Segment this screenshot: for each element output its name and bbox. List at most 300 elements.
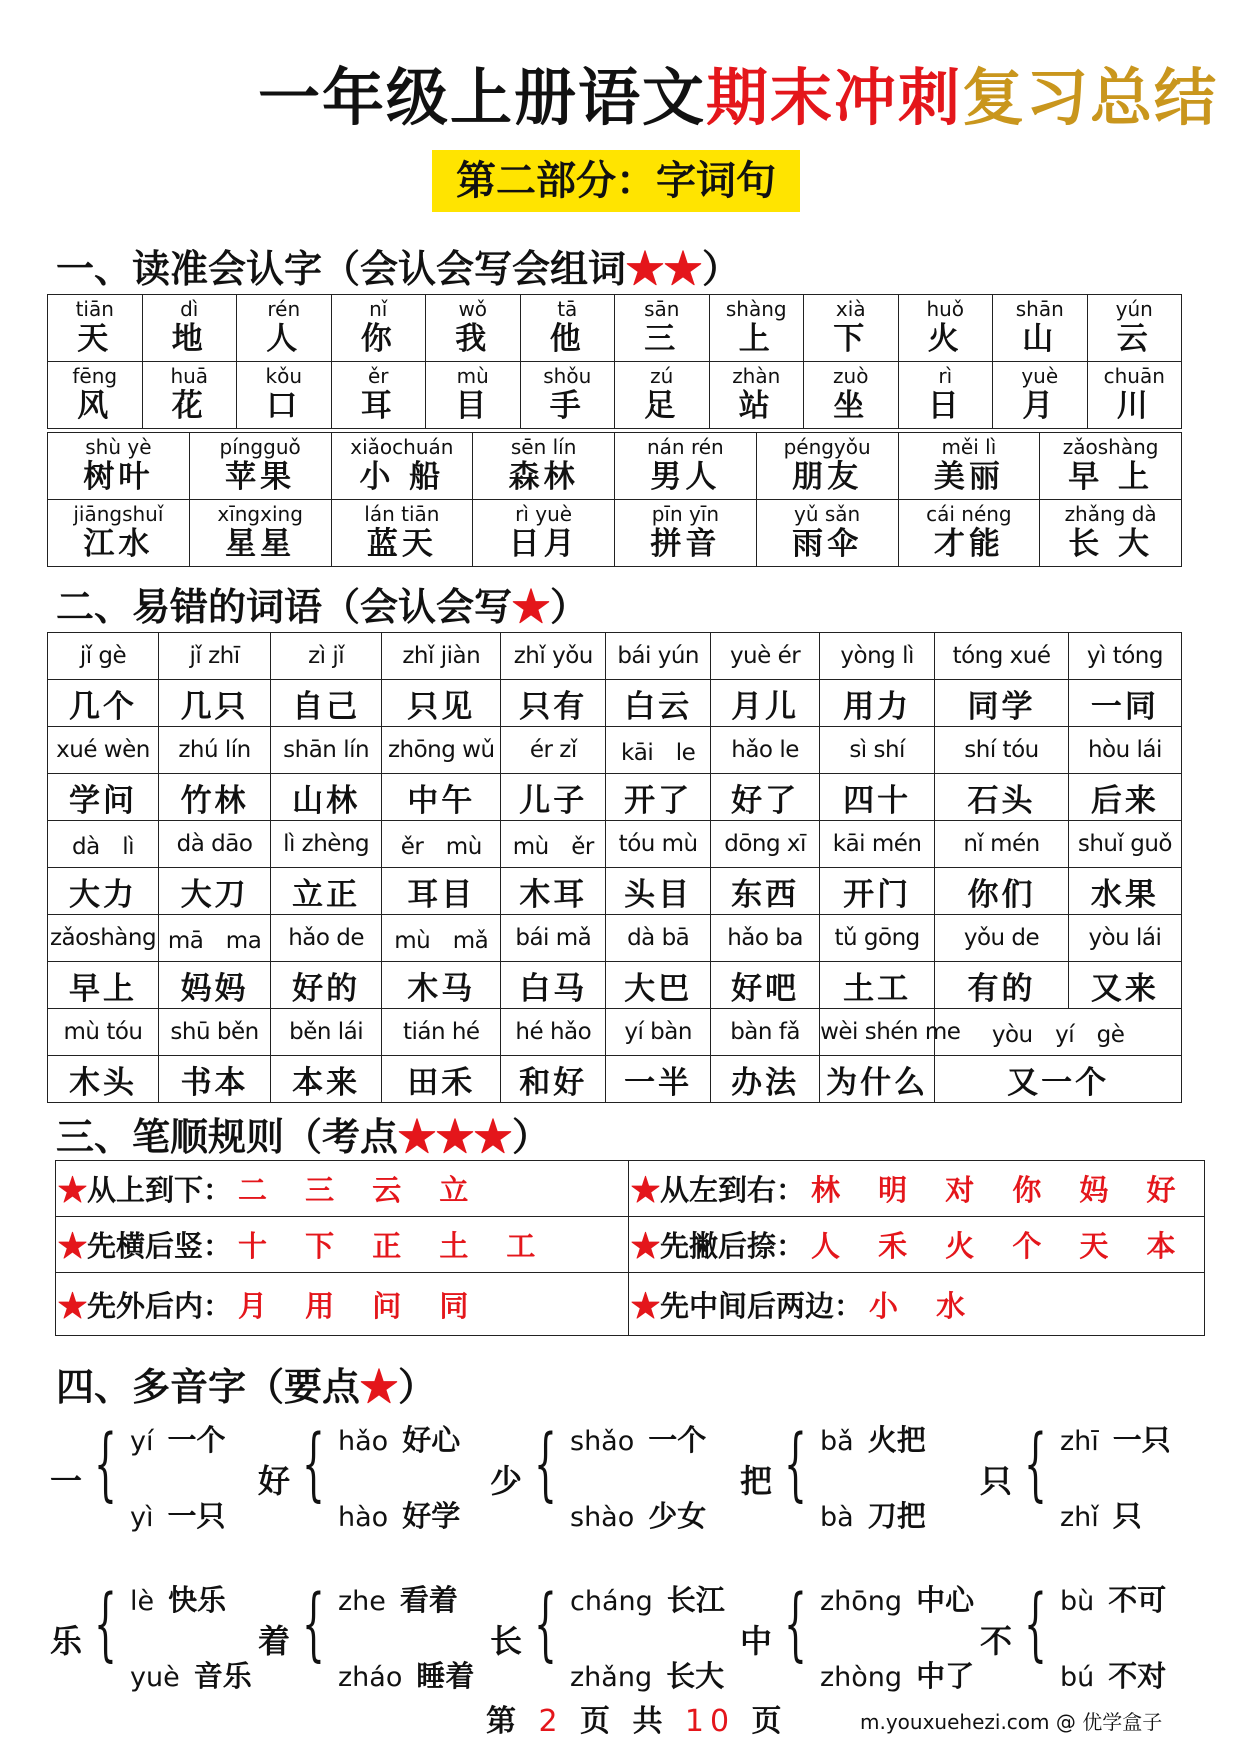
pinyin-cell: zǎoshàng <box>48 915 159 962</box>
example-word: 不对 <box>1108 1659 1167 1693</box>
word-cell: 你们 <box>935 868 1069 915</box>
hanzi: 朋友 <box>792 459 863 495</box>
hanzi: 火 <box>927 321 963 357</box>
word-cell: 又一个 <box>935 1056 1182 1103</box>
hanzi: 早 上 <box>1068 459 1154 495</box>
pinyin-row <box>48 1009 1182 1056</box>
star-icon: ★ <box>58 1229 88 1263</box>
pinyin: zhòng <box>820 1662 903 1693</box>
word-cell: 白云 <box>606 680 711 727</box>
polyphone-group <box>490 1418 720 1538</box>
reading-2 <box>570 1494 706 1535</box>
pinyin: zhǐ <box>1060 1502 1099 1533</box>
pinyin: bù <box>1060 1586 1095 1617</box>
word-cell: 木马 <box>382 962 501 1009</box>
word-cell <box>756 433 898 500</box>
reading-2 <box>820 1654 974 1695</box>
pinyin-cell: zì jǐ <box>271 633 382 680</box>
pinyin: zhī <box>1060 1426 1099 1457</box>
hanzi: 蓝天 <box>366 526 437 562</box>
rule-label: 从左到右： <box>660 1173 806 1207</box>
word-cell <box>473 500 615 567</box>
rule-row <box>56 1161 1205 1217</box>
word-cell: 本来 <box>271 1056 382 1103</box>
reading-1 <box>570 1578 725 1619</box>
star-icon: ★ <box>631 1173 661 1207</box>
polyphone-group <box>50 1578 280 1698</box>
star-icon: ★ <box>58 1288 88 1323</box>
pinyin: zhe <box>338 1586 386 1617</box>
hanzi: 耳 <box>360 388 396 424</box>
pinyin: yǔ sǎn <box>794 502 861 526</box>
word-cell: 几个 <box>48 680 159 727</box>
pinyin: bà <box>820 1502 854 1533</box>
hanzi: 三 <box>644 321 680 357</box>
pinyin-cell: bàn fǎ <box>711 1009 820 1056</box>
char-cell <box>615 295 710 362</box>
hanzi: 足 <box>644 388 680 424</box>
hanzi: 地 <box>171 321 207 357</box>
hanzi: 花 <box>171 388 207 424</box>
polyphone-char: 只 <box>980 1462 1013 1500</box>
pinyin: píngguǒ <box>219 435 301 459</box>
pinyin-cell: tián hé <box>382 1009 501 1056</box>
word-cell: 和好 <box>501 1056 606 1103</box>
polyphone-group <box>50 1418 280 1538</box>
brace: { <box>302 1577 325 1670</box>
pinyin-cell: yòng lì <box>820 633 935 680</box>
pinyin: shǒu <box>543 364 592 388</box>
pinyin: shù yè <box>85 435 152 459</box>
word-cell: 四十 <box>820 774 935 821</box>
example-word: 一只 <box>1112 1423 1171 1457</box>
hanzi: 口 <box>266 388 302 424</box>
pinyin: sān <box>644 297 680 321</box>
rule-cell <box>56 1217 629 1273</box>
hanzi: 雨伞 <box>792 526 863 562</box>
hanzi: 小 船 <box>359 459 445 495</box>
char-cell <box>1087 362 1182 429</box>
hanzi: 男人 <box>650 459 721 495</box>
word-row <box>48 680 1182 727</box>
pinyin-cell: yòu yí gè <box>935 1009 1182 1056</box>
pinyin-cell: dà bā <box>606 915 711 962</box>
polyphone-group <box>740 1418 970 1538</box>
example-word: 看着 <box>399 1583 458 1617</box>
example-word: 快乐 <box>168 1583 227 1617</box>
char-cell <box>331 362 426 429</box>
word-cell: 一半 <box>606 1056 711 1103</box>
pinyin-row <box>48 633 1182 680</box>
reading-1 <box>1060 1418 1171 1459</box>
word-cell <box>756 500 898 567</box>
word-cell <box>1040 500 1182 567</box>
pinyin-cell: tóu mù <box>606 821 711 868</box>
pinyin-cell: shū běn <box>159 1009 271 1056</box>
polyphone-group <box>258 1418 488 1538</box>
word-cell: 大巴 <box>606 962 711 1009</box>
polyphone-char: 长 <box>490 1622 523 1660</box>
page-subtitle: 第二部分：字词句 <box>432 150 800 212</box>
pinyin-cell: bái mǎ <box>501 915 606 962</box>
section-4-heading: 四、多音字（要点★） <box>56 1364 437 1409</box>
pinyin: huǒ <box>926 297 965 321</box>
word-cell <box>615 500 757 567</box>
hanzi: 树叶 <box>83 459 154 495</box>
pinyin: rì yuè <box>515 502 573 526</box>
pinyin: yì <box>130 1502 154 1533</box>
brace: { <box>94 1577 117 1670</box>
pinyin: huā <box>170 364 209 388</box>
star-icon: ★ <box>58 1173 88 1207</box>
rule-label: 从上到下： <box>87 1173 233 1207</box>
word-cell: 东西 <box>711 868 820 915</box>
char-cell <box>520 362 615 429</box>
pinyin: shào <box>570 1502 635 1533</box>
example-word: 只 <box>1112 1499 1142 1533</box>
site-watermark: m.youxuehezi.com @ 优学盒子 <box>860 1710 1163 1734</box>
reading-1 <box>338 1578 458 1619</box>
pinyin: shān <box>1015 297 1064 321</box>
char-cell <box>426 362 521 429</box>
char-cell <box>426 295 521 362</box>
polyphone-char: 好 <box>258 1462 291 1500</box>
reading-2 <box>130 1654 252 1695</box>
pinyin-cell: yì tóng <box>1068 633 1181 680</box>
polyphone-group <box>980 1418 1210 1538</box>
word-cell: 学问 <box>48 774 159 821</box>
word-cell: 中午 <box>382 774 501 821</box>
rule-chars: 小 水 <box>869 1288 980 1323</box>
example-word: 长江 <box>666 1583 725 1617</box>
hanzi: 月 <box>1022 388 1058 424</box>
hanzi: 手 <box>549 388 585 424</box>
pinyin: fēng <box>72 364 118 388</box>
word-cell: 用力 <box>820 680 935 727</box>
star-icon: ★ <box>631 1229 661 1263</box>
example-word: 一个 <box>648 1423 707 1457</box>
reading-1 <box>130 1418 226 1459</box>
word-cell: 有的 <box>935 962 1069 1009</box>
hanzi: 人 <box>266 321 302 357</box>
hanzi: 拼音 <box>650 526 721 562</box>
pinyin-cell: kāi le <box>606 727 711 774</box>
brace: { <box>94 1417 117 1510</box>
pinyin: tā <box>557 297 578 321</box>
char-cell <box>142 295 237 362</box>
hanzi: 坐 <box>833 388 869 424</box>
brace: { <box>302 1417 325 1510</box>
brace: { <box>1024 1417 1047 1510</box>
hanzi: 长 大 <box>1068 526 1154 562</box>
word-cell <box>189 433 331 500</box>
reading-2 <box>570 1654 724 1695</box>
example-word: 音乐 <box>193 1659 252 1693</box>
char-cell <box>993 362 1088 429</box>
rule-chars: 林 明 对 你 妈 好 <box>811 1173 1190 1207</box>
word-cell: 白马 <box>501 962 606 1009</box>
pinyin: mù <box>456 364 489 388</box>
pinyin-cell: zhǐ yǒu <box>501 633 606 680</box>
word-cell: 竹林 <box>159 774 271 821</box>
brace: { <box>534 1577 557 1670</box>
example-word: 长大 <box>666 1659 725 1693</box>
word-cell: 土工 <box>820 962 935 1009</box>
page-footer: 第 2 页 共 10 页 <box>486 1704 788 1739</box>
star-icon: ★ <box>631 1288 661 1323</box>
polyphone-char: 一 <box>50 1462 83 1500</box>
brace: { <box>784 1577 807 1670</box>
pinyin-row <box>48 915 1182 962</box>
char-cell <box>331 295 426 362</box>
pinyin-cell: shí tóu <box>935 727 1069 774</box>
word-cell: 书本 <box>159 1056 271 1103</box>
rule-cell <box>56 1273 629 1336</box>
example-word: 火把 <box>867 1423 926 1457</box>
brace: { <box>534 1417 557 1510</box>
hanzi: 川 <box>1116 388 1152 424</box>
word-cell: 好了 <box>711 774 820 821</box>
char-cell <box>709 362 804 429</box>
pinyin-cell: shuǐ guǒ <box>1068 821 1181 868</box>
word-cell <box>48 433 190 500</box>
pinyin: zuò <box>833 364 869 388</box>
rule-label: 先撇后捺： <box>660 1229 806 1263</box>
word-cell: 头目 <box>606 868 711 915</box>
word-cell: 开了 <box>606 774 711 821</box>
char-table <box>47 294 1182 429</box>
pinyin-cell: yòu lái <box>1068 915 1181 962</box>
word-cell: 一同 <box>1068 680 1181 727</box>
word-row <box>48 433 1182 500</box>
word-cell: 妈妈 <box>159 962 271 1009</box>
pinyin-cell: dōng xī <box>711 821 820 868</box>
pinyin: yí <box>130 1426 154 1457</box>
brace: { <box>1024 1577 1047 1670</box>
char-cell <box>1087 295 1182 362</box>
rule-label: 先外后内： <box>87 1288 233 1323</box>
word-cell: 月儿 <box>711 680 820 727</box>
pinyin: sēn lín <box>510 435 577 459</box>
hanzi: 上 <box>738 321 774 357</box>
pinyin: hào <box>338 1502 389 1533</box>
polyphone-char: 少 <box>490 1462 523 1500</box>
pinyin: shàng <box>725 297 787 321</box>
pinyin-cell: tǔ gōng <box>820 915 935 962</box>
example-word: 一个 <box>167 1423 226 1457</box>
word-cell: 大力 <box>48 868 159 915</box>
hanzi: 风 <box>77 388 113 424</box>
pinyin: xīngxing <box>217 502 303 526</box>
pinyin-cell: hǎo ba <box>711 915 820 962</box>
pinyin-cell: kāi mén <box>820 821 935 868</box>
polyphone-char: 不 <box>980 1622 1013 1660</box>
hanzi: 森林 <box>508 459 579 495</box>
word-row <box>48 500 1182 567</box>
reading-1 <box>338 1418 460 1459</box>
pinyin-cell: tóng xué <box>935 633 1069 680</box>
char-row <box>48 295 1182 362</box>
pinyin: ěr <box>367 364 389 388</box>
char-cell <box>48 295 143 362</box>
reading-2 <box>1060 1494 1142 1535</box>
word-row <box>48 962 1182 1009</box>
pinyin-cell: yǒu de <box>935 915 1069 962</box>
section-2-heading: 二、易错的词语（会认会写★） <box>56 584 589 629</box>
word-cell: 几只 <box>159 680 271 727</box>
word-cell: 开门 <box>820 868 935 915</box>
pinyin-cell: mù ěr <box>501 821 606 868</box>
rule-chars: 十 下 正 土 工 <box>238 1229 550 1263</box>
pinyin: nán rén <box>647 435 724 459</box>
word-cell <box>898 433 1040 500</box>
word-cell: 好的 <box>271 962 382 1009</box>
word-cell: 木耳 <box>501 868 606 915</box>
word-cell: 耳目 <box>382 868 501 915</box>
example-word: 好心 <box>402 1423 461 1457</box>
polyphone-char: 把 <box>740 1462 773 1500</box>
word-cell <box>615 433 757 500</box>
hanzi: 云 <box>1116 321 1152 357</box>
pinyin-cell: wèi shén me <box>820 1009 935 1056</box>
example-word: 一只 <box>167 1499 226 1533</box>
word-row <box>48 1056 1182 1103</box>
reading-2 <box>338 1494 460 1535</box>
word-cell: 办法 <box>711 1056 820 1103</box>
hanzi: 才能 <box>933 526 1004 562</box>
pinyin: rén <box>267 297 301 321</box>
pinyin-cell: zhú lín <box>159 727 271 774</box>
pinyin: zú <box>650 364 674 388</box>
pinyin-row <box>48 821 1182 868</box>
word-cell: 立正 <box>271 868 382 915</box>
pinyin-cell: yí bàn <box>606 1009 711 1056</box>
char-cell <box>993 295 1088 362</box>
pinyin-cell: hòu lái <box>1068 727 1181 774</box>
rule-cell <box>629 1273 1205 1336</box>
reading-1 <box>130 1578 226 1619</box>
pinyin: pīn yīn <box>651 502 720 526</box>
word-cell: 早上 <box>48 962 159 1009</box>
pinyin: lán tiān <box>364 502 440 526</box>
section-1-heading: 一、读准会认字（会认会写会组词★★） <box>56 246 741 291</box>
pinyin: zháo <box>338 1662 403 1693</box>
word-cell <box>1040 433 1182 500</box>
char-cell <box>804 362 899 429</box>
word-cell <box>331 500 473 567</box>
pinyin: xiǎochuán <box>350 435 454 459</box>
pinyin-cell: xué wèn <box>48 727 159 774</box>
word-cell: 水果 <box>1068 868 1181 915</box>
hanzi: 日月 <box>508 526 579 562</box>
rule-row <box>56 1217 1205 1273</box>
char-cell <box>615 362 710 429</box>
pinyin: rì <box>938 364 953 388</box>
reading-1 <box>570 1418 706 1459</box>
pinyin-cell: mā ma <box>159 915 271 962</box>
reading-2 <box>1060 1654 1166 1695</box>
char-cell <box>237 362 332 429</box>
hanzi: 美丽 <box>933 459 1004 495</box>
word-cell: 只见 <box>382 680 501 727</box>
word-cell: 同学 <box>935 680 1069 727</box>
hanzi: 我 <box>455 321 491 357</box>
pinyin: shǎo <box>570 1426 635 1457</box>
polyphone-group <box>258 1578 488 1698</box>
example-word: 中心 <box>916 1583 975 1617</box>
pinyin: yuè <box>130 1662 180 1693</box>
hanzi: 星星 <box>225 526 296 562</box>
pinyin: nǐ <box>369 297 388 321</box>
polyphone-group <box>980 1578 1210 1698</box>
hanzi: 你 <box>360 321 396 357</box>
hanzi: 山 <box>1022 321 1058 357</box>
char-row <box>48 362 1182 429</box>
polyphone-char: 着 <box>258 1622 291 1660</box>
pinyin: zhǎng dà <box>1064 502 1157 526</box>
char-cell <box>48 362 143 429</box>
rule-cell <box>56 1161 629 1217</box>
pinyin-cell: hé hǎo <box>501 1009 606 1056</box>
hanzi: 苹果 <box>225 459 296 495</box>
example-word: 刀把 <box>867 1499 926 1533</box>
reading-1 <box>820 1418 926 1459</box>
hanzi: 下 <box>833 321 869 357</box>
rule-chars: 二 三 云 立 <box>238 1173 483 1207</box>
word-cell <box>189 500 331 567</box>
polyphone-group <box>490 1577 725 1698</box>
error-words-table <box>47 632 1182 1103</box>
pinyin-cell: bái yún <box>606 633 711 680</box>
pinyin-cell: zhōng wǔ <box>382 727 501 774</box>
rule-cell <box>629 1161 1205 1217</box>
pinyin: tiān <box>75 297 114 321</box>
pinyin: lè <box>130 1586 155 1617</box>
word-cell <box>473 433 615 500</box>
word-cell: 田禾 <box>382 1056 501 1103</box>
pinyin-cell: mù tóu <box>48 1009 159 1056</box>
word-row <box>48 868 1182 915</box>
word-cell: 只有 <box>501 680 606 727</box>
pinyin-cell: zhǐ jiàn <box>382 633 501 680</box>
hanzi: 天 <box>77 321 113 357</box>
pinyin: jiāngshuǐ <box>73 502 164 526</box>
reading-2 <box>130 1494 226 1535</box>
word-cell: 后来 <box>1068 774 1181 821</box>
char-cell <box>142 362 237 429</box>
rule-chars: 月 用 问 同 <box>238 1288 483 1323</box>
pinyin: bú <box>1060 1662 1095 1693</box>
pinyin-cell: dà lì <box>48 821 159 868</box>
hanzi: 目 <box>455 388 491 424</box>
polyphone-group <box>740 1577 975 1698</box>
rule-row <box>56 1273 1205 1336</box>
pinyin: cháng <box>570 1586 653 1617</box>
pinyin: hǎo <box>338 1426 389 1457</box>
char-cell <box>709 295 804 362</box>
pinyin-cell: shān lín <box>271 727 382 774</box>
example-word: 不可 <box>1108 1583 1167 1617</box>
pinyin: yún <box>1115 297 1153 321</box>
rule-label: 先横后竖： <box>87 1229 233 1263</box>
hanzi: 站 <box>738 388 774 424</box>
section-3-heading: 三、笔顺规则（考点★★★） <box>56 1114 551 1159</box>
polyphone-char: 中 <box>740 1622 773 1660</box>
page-title: 一年级上册语文期末冲刺复习总结 <box>258 61 1219 134</box>
pinyin-cell: běn lái <box>271 1009 382 1056</box>
pinyin: zhōng <box>820 1586 903 1617</box>
reading-1 <box>1060 1578 1166 1619</box>
